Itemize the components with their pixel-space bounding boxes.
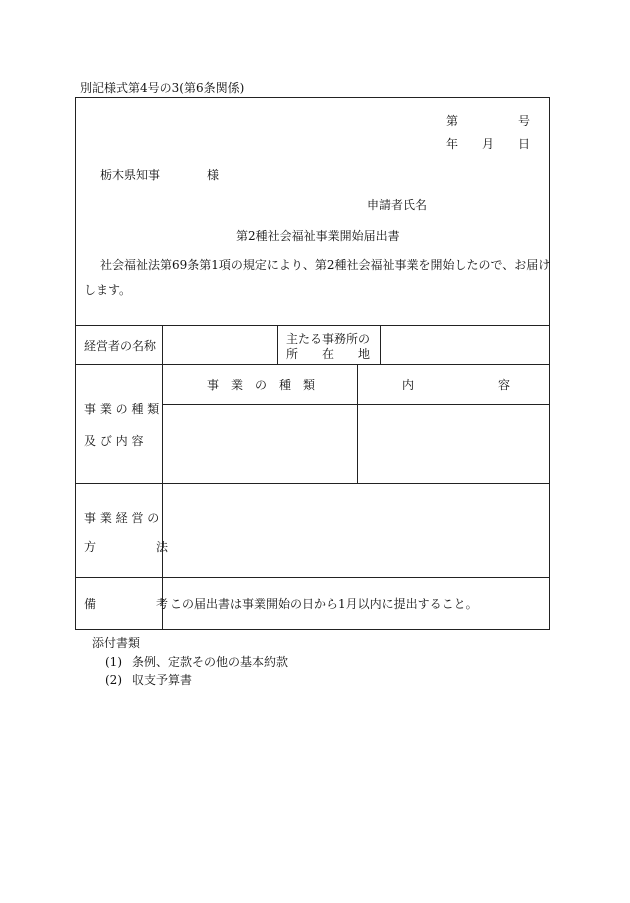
remarks-label: 備 考 (84, 597, 169, 611)
body-text-line1: 社会福祉法第69条第1項の規定により、第2種社会福祉事業を開始したので、お届け (100, 258, 551, 272)
business-label-line2: 及 び 内 容 (84, 434, 144, 448)
number-dai: 第 (446, 114, 459, 128)
method-field[interactable] (163, 484, 549, 576)
attachment-item-1: 条例、定款その他の基本約款 (132, 655, 289, 669)
operator-name-field[interactable] (163, 326, 276, 363)
remarks-text: この届出書は事業開始の日から1月以内に提出すること。 (170, 597, 478, 611)
business-content-header: 内 容 (402, 378, 511, 392)
office-location-label-line1: 主たる事務所の (286, 332, 371, 346)
method-label-line2: 方 法 (84, 540, 169, 554)
attachment-num-2: (2) (105, 673, 122, 687)
attachments-heading: 添付書類 (92, 636, 141, 650)
office-location-field[interactable] (381, 326, 549, 363)
business-label-line1: 事 業 の 種 類 (84, 402, 160, 416)
attachment-num-1: (1) (105, 655, 122, 669)
date-day: 日 (518, 137, 531, 151)
operator-name-label: 経営者の名称 (84, 339, 157, 353)
office-location-label-line2: 所 在 地 (286, 347, 371, 361)
attachment-item-2: 収支予算書 (132, 673, 193, 687)
rule-office-label-left (277, 325, 278, 364)
honorific: 様 (207, 168, 220, 182)
document-title: 第2種社会福祉事業開始届出書 (236, 229, 400, 243)
addressee: 栃木県知事 (100, 168, 161, 182)
rule-method-bottom (75, 577, 550, 578)
form-reference: 別記様式第4号の3(第6条関係) (80, 81, 245, 95)
date-month: 月 (482, 137, 495, 151)
method-label-line1: 事 業 経 営 の (84, 511, 160, 525)
number-go: 号 (518, 114, 531, 128)
business-type-header: 事 業 の 種 類 (207, 378, 316, 392)
body-text-line2: します。 (84, 283, 132, 297)
applicant-label: 申請者氏名 (367, 198, 428, 212)
rule-operator-bottom (75, 364, 550, 365)
business-content-field[interactable] (358, 405, 549, 482)
business-type-field[interactable] (163, 405, 356, 482)
date-year: 年 (446, 137, 459, 151)
